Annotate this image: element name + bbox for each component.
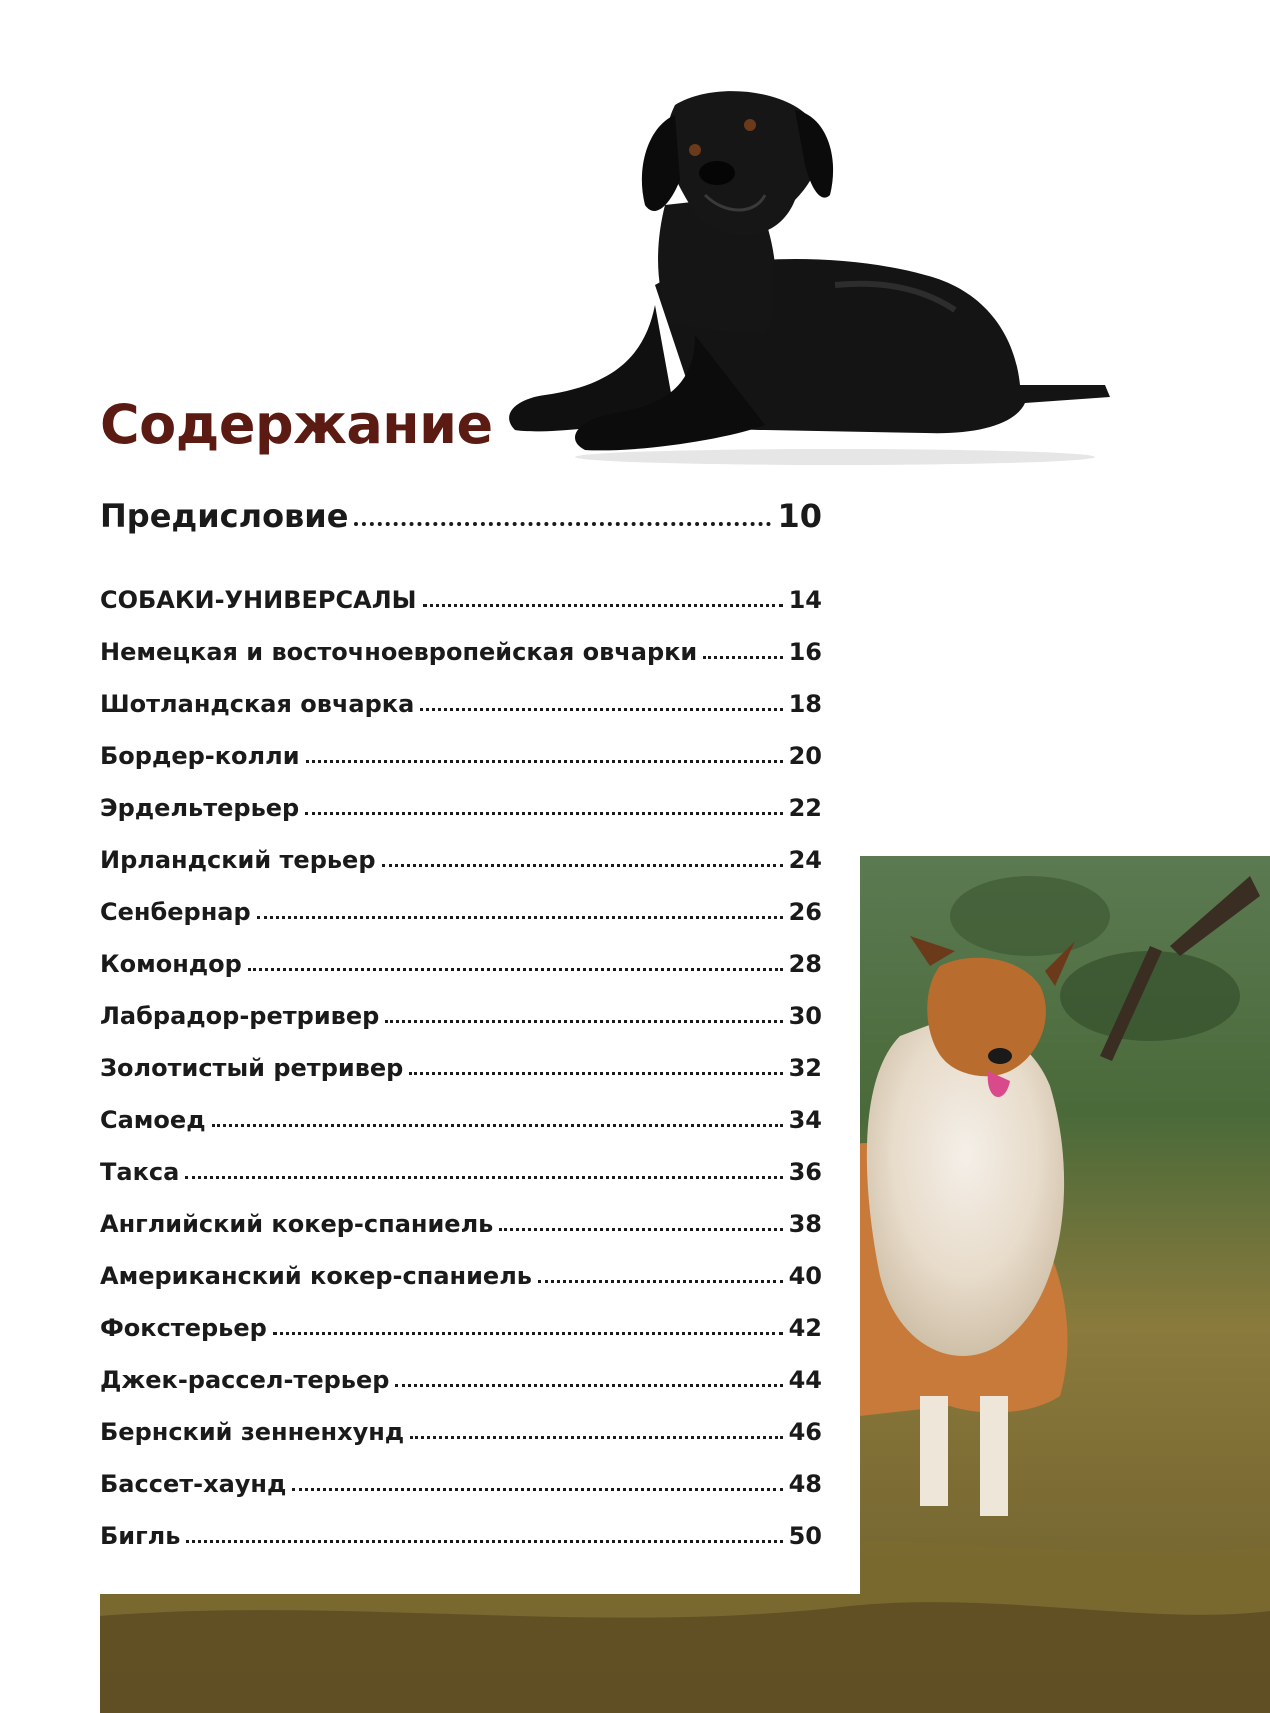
toc-row[interactable] <box>100 1212 822 1236</box>
toc-label: Предисловие <box>100 497 349 535</box>
toc-row[interactable] <box>100 1160 822 1184</box>
toc-row-preface[interactable] <box>100 497 822 535</box>
toc-label: Бордер-колли <box>100 742 300 770</box>
dot-leader <box>186 1538 782 1543</box>
dot-leader <box>354 520 771 526</box>
toc-page-number: 24 <box>788 846 822 874</box>
dot-leader <box>410 1434 782 1439</box>
toc-row[interactable] <box>100 952 822 976</box>
dot-leader <box>305 810 782 815</box>
toc-page-number: 20 <box>788 742 822 770</box>
dot-leader <box>257 914 783 919</box>
toc-label: Бернский зенненхунд <box>100 1418 405 1446</box>
toc-label: Лабрадор-ретривер <box>100 1002 380 1030</box>
toc-row[interactable] <box>100 796 822 820</box>
toc-row[interactable] <box>100 1524 822 1548</box>
toc-label: Ирландский терьер <box>100 846 376 874</box>
toc-label: Джек-рассел-терьер <box>100 1366 390 1394</box>
toc-page-number: 28 <box>788 950 822 978</box>
toc-label: Эрдельтерьер <box>100 794 300 822</box>
toc-label: Бигль <box>100 1522 181 1550</box>
toc-page-number: 22 <box>788 794 822 822</box>
dot-leader <box>538 1278 783 1283</box>
toc-label: Шотландская овчарка <box>100 690 415 718</box>
dot-leader <box>703 654 782 659</box>
dot-leader <box>212 1122 783 1127</box>
dot-leader <box>273 1330 783 1335</box>
toc-row[interactable] <box>100 848 822 872</box>
toc-page-number: 10 <box>777 497 822 535</box>
dot-leader <box>499 1226 782 1231</box>
toc-row[interactable] <box>100 1056 822 1080</box>
toc-page-number: 48 <box>788 1470 822 1498</box>
toc-label: Бассет-хаунд <box>100 1470 287 1498</box>
toc-label: Самоед <box>100 1106 206 1134</box>
toc-page-number: 38 <box>788 1210 822 1238</box>
toc-page-number: 36 <box>788 1158 822 1186</box>
dot-leader <box>185 1174 782 1179</box>
toc-page-number: 32 <box>788 1054 822 1082</box>
toc-page-number: 50 <box>788 1522 822 1550</box>
dot-leader <box>395 1382 782 1387</box>
dot-leader <box>423 602 783 607</box>
dot-leader <box>382 862 783 867</box>
toc-row[interactable] <box>100 744 822 768</box>
dot-leader <box>306 758 783 763</box>
dot-leader <box>292 1486 782 1491</box>
toc-label: Фокстерьер <box>100 1314 267 1342</box>
toc-label: Английский кокер-спаниель <box>100 1210 494 1238</box>
toc-page-number: 30 <box>788 1002 822 1030</box>
toc-row[interactable] <box>100 1316 822 1340</box>
toc-label: Комондор <box>100 950 242 978</box>
toc-page-number: 16 <box>788 638 822 666</box>
toc-page-number: 46 <box>788 1418 822 1446</box>
toc-label: Золотистый ретривер <box>100 1054 404 1082</box>
toc-page-number: 44 <box>788 1366 822 1394</box>
toc-label: Сенбернар <box>100 898 251 926</box>
toc-row[interactable] <box>100 1004 822 1028</box>
dot-leader <box>420 706 782 711</box>
toc-row[interactable] <box>100 1368 822 1392</box>
toc-row[interactable] <box>100 1108 822 1132</box>
toc-row[interactable] <box>100 640 822 664</box>
toc-label: Такса <box>100 1158 180 1186</box>
labrador-photo <box>505 85 1115 470</box>
toc-page-number: 34 <box>788 1106 822 1134</box>
toc-page-number: 42 <box>788 1314 822 1342</box>
page-title: Содержание <box>100 393 493 456</box>
toc-page-number: 26 <box>788 898 822 926</box>
toc-row[interactable] <box>100 1420 822 1444</box>
toc-page-number: 40 <box>788 1262 822 1290</box>
toc-page-number: 18 <box>788 690 822 718</box>
toc-label: Немецкая и восточноевропейская овчарки <box>100 638 698 666</box>
toc-label: СОБАКИ-УНИВЕРСАЛЫ <box>100 586 417 614</box>
toc-label: Американский кокер-спаниель <box>100 1262 532 1290</box>
toc-row[interactable] <box>100 692 822 716</box>
toc-row[interactable] <box>100 1472 822 1496</box>
toc-row[interactable] <box>100 1264 822 1288</box>
dot-leader <box>248 966 783 971</box>
dot-leader <box>409 1070 782 1075</box>
toc-page-number: 14 <box>788 586 822 614</box>
toc-row[interactable] <box>100 900 822 924</box>
dot-leader <box>385 1018 782 1023</box>
toc-row-section[interactable] <box>100 588 822 612</box>
